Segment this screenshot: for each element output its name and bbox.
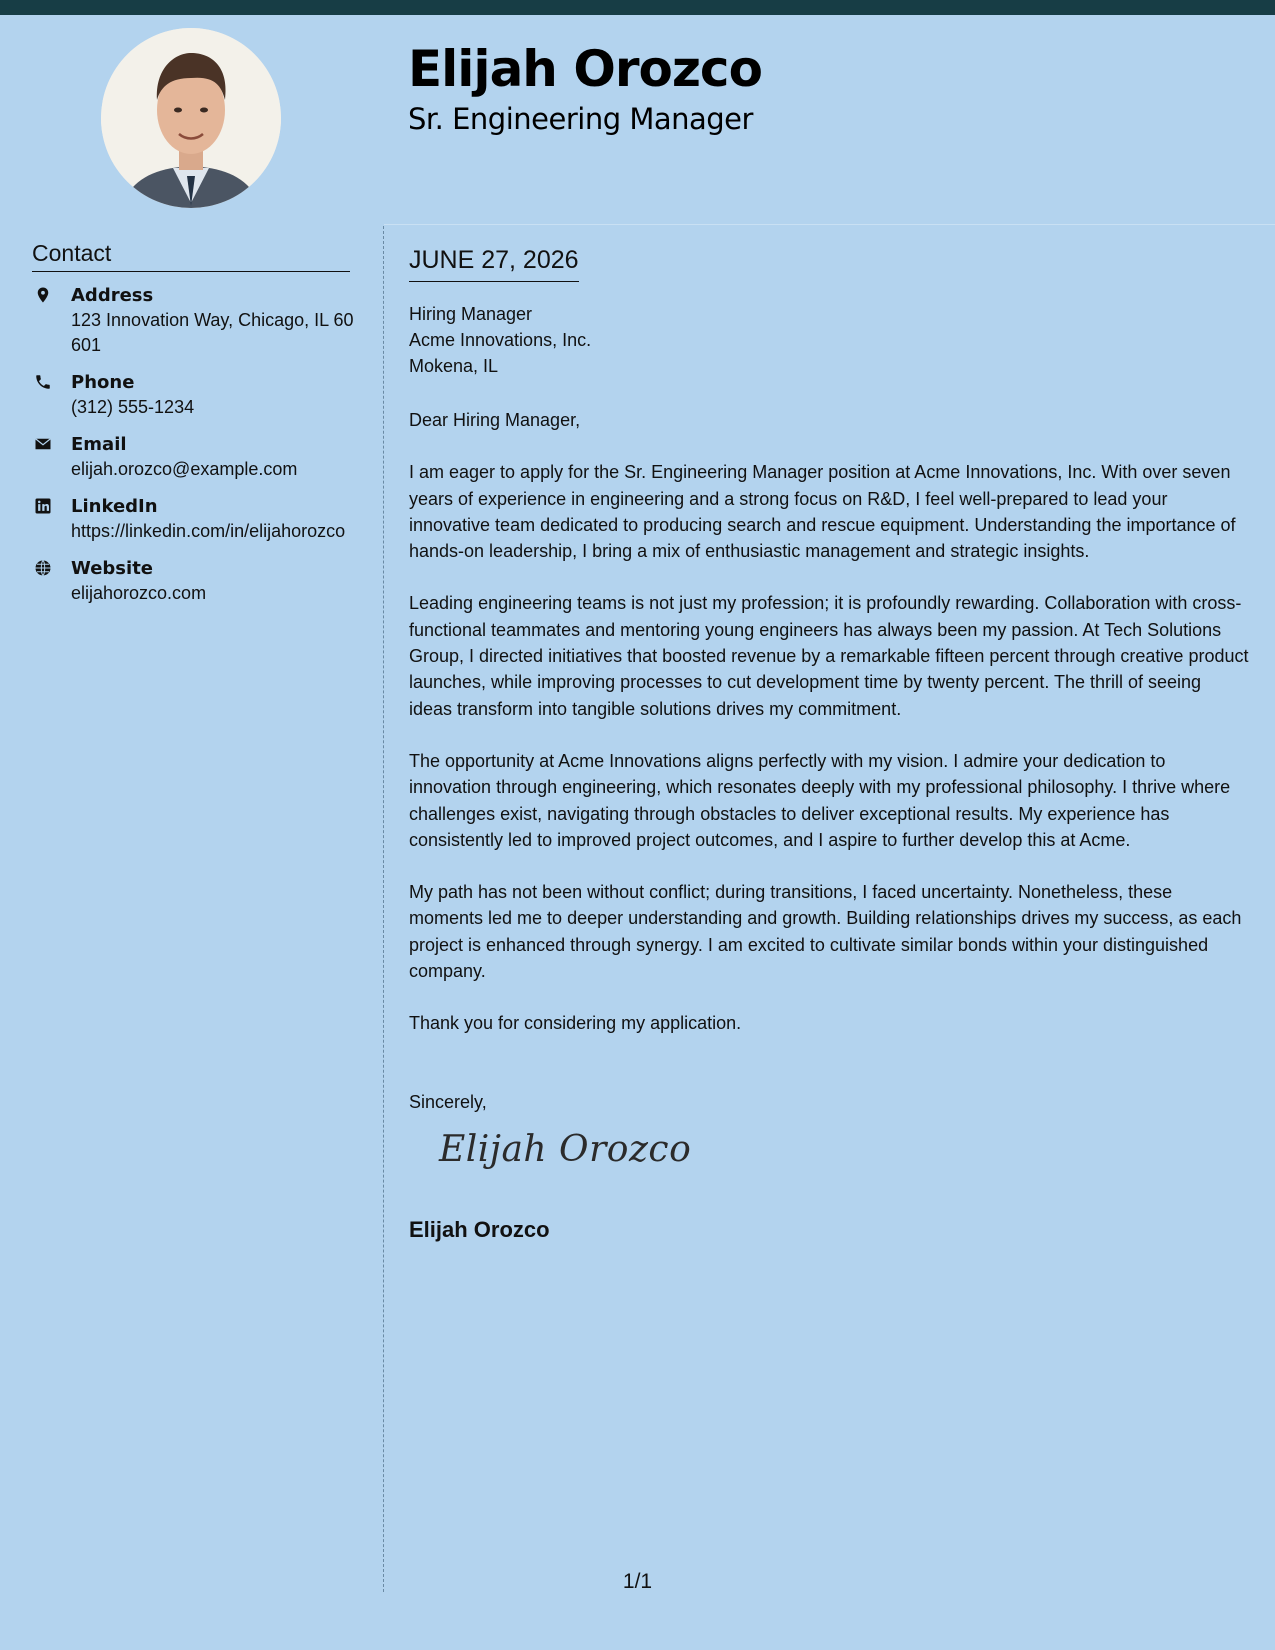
contact-website: [32, 557, 362, 606]
contact-label: Website: [71, 558, 154, 579]
contact-phone: [32, 371, 362, 420]
recipient-block: [409, 301, 1249, 379]
contact-label: LinkedIn: [71, 496, 158, 517]
contact-list: [32, 284, 362, 619]
paragraph: My path has not been without conflict; during transitions, I faced uncertainty. Nonetheless, these moments led me to deeper understanding and growth. Building relationships drives my success, as each project is enhanced through synergy. I am excited to cultivate similar bonds within your distinguished company.: [409, 882, 1242, 982]
envelope-icon: [34, 435, 52, 453]
paragraph: Thank you for considering my application.: [409, 1013, 742, 1034]
salutation: Dear Hiring Manager,: [409, 410, 581, 430]
closing: Sincerely,: [409, 1091, 487, 1112]
contact-value[interactable]: elijahorozco.com: [71, 583, 207, 603]
map-pin-icon: [34, 286, 52, 304]
contact-label: Phone: [71, 372, 135, 393]
contact-value: 123 Innovation Way, Chicago, IL 60601: [71, 310, 354, 355]
paragraph: Leading engineering teams is not just my profession; it is profoundly rewarding. Collaboration with cross-functional teammates and mentoring young engineers has always been my passion. At Tech Solutions Group, I directed initiatives that boosted revenue by a remarkable fifteen percent through creative product launches, while improving processes to cut development time by twenty percent. The thrill of seeing ideas transform into tangible solutions drives my commitment.: [409, 593, 1249, 719]
recipient-line: Acme Innovations, Inc.: [409, 330, 592, 350]
contact-label: Address: [71, 285, 154, 306]
contact-email: [32, 433, 362, 482]
column-divider: [383, 226, 384, 1592]
linkedin-icon: [34, 497, 52, 515]
globe-icon: [34, 559, 52, 577]
contact-heading: Contact: [32, 240, 350, 272]
applicant-name: Elijah Orozco: [408, 40, 762, 98]
recipient-line: Hiring Manager: [409, 304, 533, 324]
paragraph: I am eager to apply for the Sr. Engineering Manager position at Acme Innovations, Inc. With over seven years of experience in engineering and a strong focus on R&D, I feel well-prepared to lead your innovative team dedicated to producing search and rescue equipment. Understanding the importance of hands-on leadership, I bring a mix of enthusiastic management and strategic insights.: [409, 462, 1236, 562]
phone-icon: [34, 373, 52, 391]
letter-date: JUNE 27, 2026: [409, 245, 579, 282]
paragraph: The opportunity at Acme Innovations aligns perfectly with my vision. I admire your dedication to innovation through engineering, which resonates deeply with my professional philosophy. I thrive where challenges exist, navigating through obstacles to deliver exceptional results. My experience has consistently led to improved project outcomes, and I aspire to further develop this at Acme.: [409, 750, 1231, 850]
top-accent-bar: [0, 0, 1275, 15]
applicant-title: Sr. Engineering Manager: [408, 102, 753, 136]
contact-label: Email: [71, 434, 127, 455]
page-number: 1/1: [622, 1570, 653, 1593]
contact-value[interactable]: elijah.orozco@example.com: [71, 459, 298, 479]
contact-linkedin: [32, 495, 362, 544]
profile-photo: [101, 28, 281, 208]
signer-name: Elijah Orozco: [409, 1216, 550, 1242]
letter-body: [409, 245, 1249, 1243]
recipient-line: Mokena, IL: [409, 356, 499, 376]
header-divider: [384, 224, 1275, 225]
signature: Elijah Orozco: [439, 1128, 692, 1170]
contact-value: (312) 555-1234: [71, 397, 195, 417]
contact-address: [32, 284, 362, 358]
contact-value[interactable]: https://linkedin.com/in/elijahorozco: [71, 521, 346, 541]
